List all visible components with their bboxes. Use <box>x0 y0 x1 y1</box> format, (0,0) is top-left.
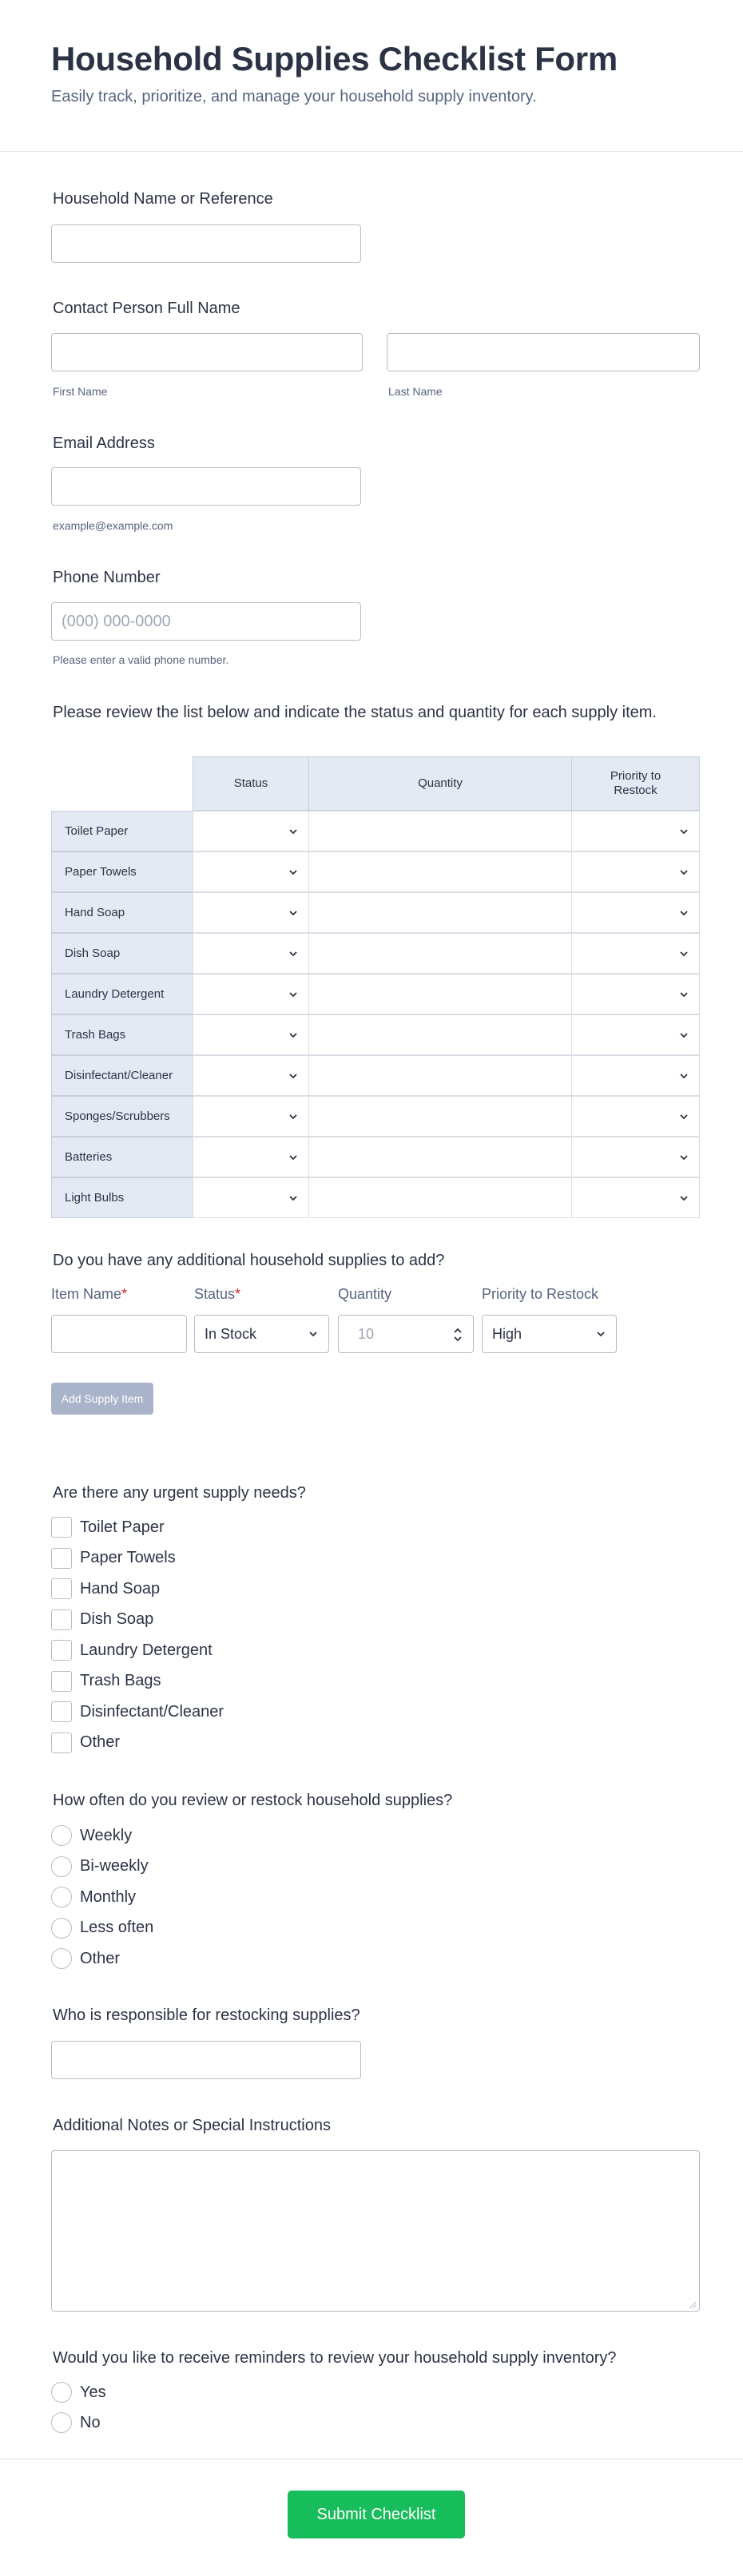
matrix-question: Please review the list below and indicate the status and quantity for each supply item. <box>53 704 657 721</box>
status-select-value: In Stock <box>205 1325 257 1342</box>
matrix-col-quantity: Quantity <box>308 756 572 811</box>
urgent-option[interactable] <box>51 1733 120 1753</box>
frequency-option[interactable] <box>51 1948 120 1969</box>
matrix-quantity-input[interactable] <box>308 1014 572 1055</box>
matrix-status-select[interactable] <box>193 974 309 1014</box>
matrix-quantity-input[interactable] <box>308 974 572 1014</box>
matrix-row <box>51 1177 700 1218</box>
chevron-down-icon <box>678 907 689 919</box>
chevron-down-icon <box>288 826 299 837</box>
quantity-placeholder: 10 <box>358 1325 375 1342</box>
email-label: Email Address <box>53 435 155 452</box>
quantity-stepper[interactable] <box>338 1315 474 1353</box>
chevron-down-icon <box>678 867 689 878</box>
additional-question: Do you have any additional household supplies to add? <box>53 1252 445 1269</box>
matrix-status-select[interactable] <box>193 1177 309 1218</box>
matrix-row <box>51 974 700 1014</box>
radio-button[interactable] <box>51 1887 72 1907</box>
frequency-option[interactable] <box>51 1856 149 1877</box>
matrix-priority-select[interactable] <box>571 811 700 851</box>
chevron-down-icon <box>288 1193 299 1204</box>
matrix-priority-select[interactable] <box>571 933 700 974</box>
urgent-option-label: Trash Bags <box>80 1672 161 1689</box>
household-name-label: Household Name or Reference <box>53 190 273 208</box>
matrix-row <box>51 892 700 933</box>
chevron-down-icon <box>678 948 689 959</box>
email-sublabel: example@example.com <box>53 519 173 532</box>
matrix-row <box>51 1055 700 1096</box>
matrix-priority-select[interactable] <box>571 851 700 892</box>
required-asterisk: * <box>121 1286 128 1302</box>
status-select[interactable] <box>194 1315 329 1353</box>
matrix-status-select[interactable] <box>193 892 309 933</box>
add-supply-item-button[interactable]: Add Supply Item <box>51 1383 153 1415</box>
item-name-input[interactable] <box>51 1315 187 1353</box>
urgent-option[interactable] <box>51 1548 176 1569</box>
matrix-status-select[interactable] <box>193 1055 309 1096</box>
frequency-option[interactable] <box>51 1825 132 1846</box>
matrix-row <box>51 1137 700 1177</box>
matrix-row-label: Dish Soap <box>51 933 193 974</box>
chevron-down-icon <box>288 1070 299 1082</box>
reminder-option-label: No <box>80 2413 101 2431</box>
chevron-down-icon <box>288 867 299 878</box>
checkbox[interactable] <box>51 1610 72 1630</box>
contact-name-label: Contact Person Full Name <box>53 300 240 317</box>
matrix-status-select[interactable] <box>193 1137 309 1177</box>
matrix-row <box>51 1014 700 1055</box>
phone-label: Phone Number <box>53 569 161 586</box>
last-name-sublabel: Last Name <box>388 385 443 398</box>
urgent-option-label: Disinfectant/Cleaner <box>80 1702 224 1721</box>
chevron-down-icon <box>288 1152 299 1163</box>
checkbox[interactable] <box>51 1517 72 1538</box>
last-name-input[interactable] <box>387 333 700 371</box>
matrix-status-select[interactable] <box>193 811 309 851</box>
urgent-option[interactable] <box>51 1640 213 1661</box>
first-name-sublabel: First Name <box>53 385 108 398</box>
checkbox[interactable] <box>51 1671 72 1692</box>
submit-button[interactable]: Submit Checklist <box>288 2491 465 2538</box>
item-name-label-text: Item Name <box>51 1286 122 1302</box>
chevron-down-icon <box>288 989 299 1000</box>
chevron-down-icon <box>678 1030 689 1041</box>
matrix-priority-select[interactable] <box>571 1177 700 1218</box>
responsible-label: Who is responsible for restocking supplies? <box>53 2006 360 2024</box>
matrix-status-select[interactable] <box>193 933 309 974</box>
chevron-down-icon <box>288 948 299 959</box>
urgent-option[interactable] <box>51 1517 165 1538</box>
matrix-row-label: Disinfectant/Cleaner <box>51 1055 193 1096</box>
matrix-quantity-input[interactable] <box>308 851 572 892</box>
form-subtitle: Easily track, prioritize, and manage your household supply inventory. <box>51 88 537 105</box>
reminder-option[interactable] <box>51 2412 101 2433</box>
matrix-priority-select[interactable] <box>571 1055 700 1096</box>
matrix-row-label: Sponges/Scrubbers <box>51 1096 193 1137</box>
matrix-col-status: Status <box>193 756 309 811</box>
checkbox[interactable] <box>51 1701 72 1722</box>
required-asterisk: * <box>235 1286 241 1302</box>
matrix-priority-select[interactable] <box>571 1014 700 1055</box>
chevron-down-icon <box>678 1070 689 1082</box>
radio-button[interactable] <box>51 1948 72 1969</box>
radio-button[interactable] <box>51 1856 72 1877</box>
matrix-priority-select[interactable] <box>571 1096 700 1137</box>
urgent-option-label: Hand Soap <box>80 1579 161 1598</box>
phone-input[interactable] <box>51 602 361 641</box>
matrix-row-label: Paper Towels <box>51 851 193 892</box>
matrix-row <box>51 933 700 974</box>
radio-button[interactable] <box>51 1918 72 1939</box>
frequency-option-label: Less often <box>80 1919 154 1936</box>
chevron-down-icon <box>678 1111 689 1122</box>
email-input[interactable] <box>51 467 361 506</box>
radio-button[interactable] <box>51 1825 72 1846</box>
urgent-question: Are there any urgent supply needs? <box>53 1484 306 1502</box>
reminders-question: Would you like to receive reminders to review your household supply inventory? <box>53 2349 617 2367</box>
item-name-label <box>51 1286 127 1303</box>
notes-textarea[interactable] <box>51 2150 700 2312</box>
urgent-option-label: Paper Towels <box>80 1549 176 1566</box>
matrix-priority-select[interactable] <box>571 974 700 1014</box>
urgent-option[interactable] <box>51 1671 161 1692</box>
chevron-down-icon <box>288 1111 299 1122</box>
quantity-label: Quantity <box>338 1286 392 1302</box>
frequency-option-label: Bi-weekly <box>80 1857 149 1875</box>
matrix-row-label: Toilet Paper <box>51 811 193 851</box>
frequency-option-label: Weekly <box>80 1826 133 1844</box>
chevron-down-icon <box>595 1328 606 1340</box>
frequency-option-label: Monthly <box>80 1887 137 1906</box>
chevron-down-icon <box>678 826 689 837</box>
stepper-arrows-icon[interactable] <box>452 1325 463 1344</box>
household-name-input[interactable] <box>51 224 361 263</box>
matrix-quantity-input[interactable] <box>308 1055 572 1096</box>
urgent-option-label: Toilet Paper <box>80 1518 165 1536</box>
frequency-question: How often do you review or restock household supplies? <box>53 1792 453 1809</box>
matrix-quantity-input[interactable] <box>308 1096 572 1137</box>
radio-button[interactable] <box>51 2412 72 2433</box>
urgent-option[interactable] <box>51 1578 160 1599</box>
reminder-option[interactable] <box>51 2382 106 2403</box>
resize-handle-icon[interactable] <box>687 2300 697 2309</box>
chevron-down-icon <box>678 1152 689 1163</box>
urgent-option[interactable] <box>51 1610 153 1630</box>
matrix-row <box>51 811 700 851</box>
form-title: Household Supplies Checklist Form <box>51 40 618 77</box>
matrix-row-label: Batteries <box>51 1137 193 1177</box>
matrix-row-label: Light Bulbs <box>51 1177 193 1218</box>
status-label-text: Status <box>194 1286 236 1302</box>
matrix-row-label: Hand Soap <box>51 892 193 933</box>
radio-button[interactable] <box>51 2382 72 2403</box>
form-header <box>0 0 743 152</box>
priority-select[interactable] <box>482 1315 617 1353</box>
matrix-quantity-input[interactable] <box>308 811 572 851</box>
priority-label: Priority to Restock <box>482 1286 599 1302</box>
matrix-status-select[interactable] <box>193 851 309 892</box>
matrix-quantity-input[interactable] <box>308 1137 572 1177</box>
urgent-option-label: Other <box>80 1733 121 1751</box>
chevron-down-icon <box>678 1193 689 1204</box>
chevron-down-icon <box>288 1030 299 1041</box>
urgent-option-label: Laundry Detergent <box>80 1641 213 1659</box>
checkbox[interactable] <box>51 1548 72 1569</box>
chevron-down-icon <box>288 907 299 919</box>
matrix-row <box>51 851 700 892</box>
matrix-status-select[interactable] <box>193 1014 309 1055</box>
urgent-option[interactable] <box>51 1701 224 1722</box>
frequency-option[interactable] <box>51 1918 153 1939</box>
responsible-input[interactable] <box>51 2041 361 2079</box>
matrix-row-label: Trash Bags <box>51 1014 193 1055</box>
chevron-down-icon <box>678 989 689 1000</box>
phone-sublabel: Please enter a valid phone number. <box>53 653 229 666</box>
matrix-row-label: Laundry Detergent <box>51 974 193 1014</box>
checkbox[interactable] <box>51 1733 72 1753</box>
matrix-priority-select[interactable] <box>571 1137 700 1177</box>
matrix-priority-select[interactable] <box>571 892 700 933</box>
notes-label: Additional Notes or Special Instructions <box>53 2117 331 2134</box>
chevron-down-icon <box>308 1328 319 1340</box>
matrix-quantity-input[interactable] <box>308 1177 572 1218</box>
priority-select-value: High <box>492 1325 522 1342</box>
checkbox[interactable] <box>51 1578 72 1599</box>
frequency-option[interactable] <box>51 1887 136 1907</box>
checkbox[interactable] <box>51 1640 72 1661</box>
reminder-option-label: Yes <box>80 2383 106 2401</box>
matrix-status-select[interactable] <box>193 1096 309 1137</box>
frequency-option-label: Other <box>80 1949 121 1967</box>
status-label <box>194 1286 240 1303</box>
matrix-header-row <box>51 756 700 811</box>
matrix-quantity-input[interactable] <box>308 892 572 933</box>
first-name-input[interactable] <box>51 333 363 371</box>
matrix-quantity-input[interactable] <box>308 933 572 974</box>
urgent-option-label: Dish Soap <box>80 1610 154 1628</box>
matrix-row <box>51 1096 700 1137</box>
matrix-col-priority: Priority to Restock <box>571 756 700 811</box>
